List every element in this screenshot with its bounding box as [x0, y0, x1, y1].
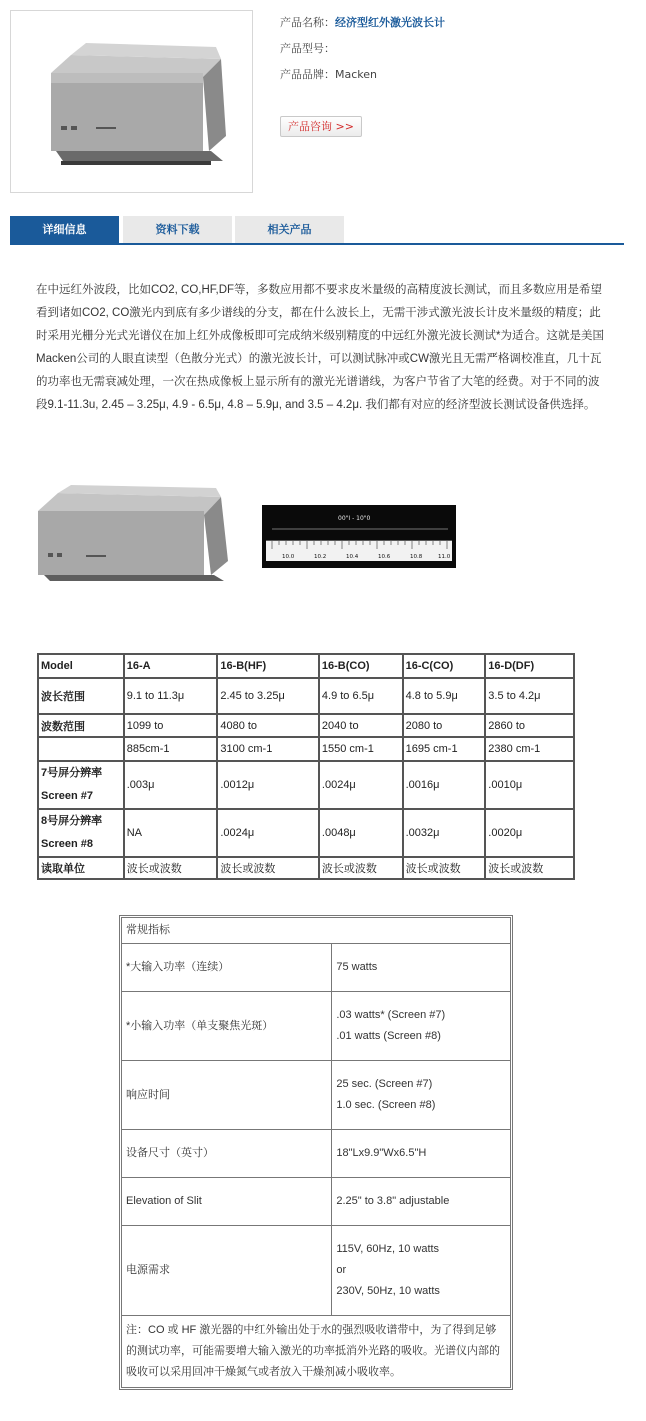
readout-scale-image: [262, 505, 456, 568]
table-cell: 2040 to: [319, 714, 403, 737]
table-row: [122, 992, 511, 1061]
spec-label: 电源需求: [122, 1226, 332, 1316]
product-brand-label: 产品品牌：: [280, 68, 335, 81]
table-cell: .0012μ: [217, 761, 319, 809]
table-header-row: [38, 654, 574, 678]
table-cell: 2.45 to 3.25μ: [217, 678, 319, 714]
table-cell: 3.5 to 4.2μ: [485, 678, 574, 714]
table-cell: .003μ: [124, 761, 218, 809]
table-row: [122, 1130, 511, 1178]
table-row: [122, 1316, 511, 1388]
spec-label: *大输入功率（连续）: [122, 944, 332, 992]
general-table-title: 常规指标: [122, 918, 511, 944]
spec-value-line: 2.25" to 3.8" adjustable: [336, 1195, 450, 1207]
scale-formula-text: 00"I - 10"0: [338, 515, 371, 522]
table-cell: 波长或波数: [403, 857, 486, 879]
tab-related-products[interactable]: 相关产品: [235, 216, 344, 243]
spec-value-line: 1.0 sec. (Screen #8): [336, 1099, 436, 1111]
table-row: [122, 1226, 511, 1316]
scale-tick-label: 10.4: [346, 554, 359, 560]
table-cell: NA: [124, 809, 218, 857]
table-cell: 波长或波数: [124, 857, 218, 879]
product-name-label: 产品名称：: [280, 16, 335, 29]
table-header-row: [122, 918, 511, 944]
spec-label: 设备尺寸（英寸）: [122, 1130, 332, 1178]
scale-tick-label: 11.0: [438, 554, 451, 560]
spec-label: 响应时间: [122, 1061, 332, 1130]
table-cell: .0016μ: [403, 761, 486, 809]
screen7-label-en: Screen #7: [41, 790, 93, 802]
table-row: [122, 944, 511, 992]
spec-label: Elevation of Slit: [122, 1178, 332, 1226]
spec-value-line: 18"Lx9.9"Wx6.5"H: [336, 1147, 427, 1159]
product-model-label: 产品型号：: [280, 42, 335, 55]
table-header-cell: 16-B(CO): [319, 654, 403, 678]
spec-value-line: 115V, 60Hz, 10 watts: [336, 1243, 440, 1255]
table-cell: [38, 809, 124, 857]
table-row: [38, 857, 574, 879]
table-cell: 波长或波数: [217, 857, 319, 879]
table-header-cell: 16-C(CO): [403, 654, 486, 678]
scale-tick-label: 10.0: [282, 554, 295, 560]
table-cell: 9.1 to 11.3μ: [124, 678, 218, 714]
table-row: [38, 678, 574, 714]
table-cell: 1550 cm-1: [319, 737, 403, 761]
spec-value-line: 75 watts: [336, 961, 378, 973]
table-cell: 波长范围: [38, 678, 124, 714]
tab-details[interactable]: 详细信息: [10, 216, 119, 243]
spec-value: [332, 992, 511, 1061]
scale-tick-label: 10.6: [378, 554, 391, 560]
table-cell: 4.9 to 6.5μ: [319, 678, 403, 714]
table-row: [38, 809, 574, 857]
spec-value: [332, 1130, 511, 1178]
table-cell: 1695 cm-1: [403, 737, 486, 761]
spec-value-line: or: [336, 1264, 347, 1276]
screen8-label-en: Screen #8: [41, 838, 93, 850]
table-cell: 2380 cm-1: [485, 737, 574, 761]
screen7-label-cn: 7号屏分辨率: [41, 767, 103, 779]
spec-value-line: 25 sec. (Screen #7): [336, 1078, 433, 1090]
table-header-cell: 16-B(HF): [217, 654, 319, 678]
tab-bar: [10, 216, 624, 245]
general-spec-table: [121, 917, 511, 1388]
table-header-cell: Model: [38, 654, 124, 678]
table-cell: 2860 to: [485, 714, 574, 737]
product-brand: Macken: [335, 68, 377, 81]
table-row: [122, 1061, 511, 1130]
table-cell: .0024μ: [217, 809, 319, 857]
wavemeter-image: [36, 483, 232, 583]
model-spec-table: [37, 653, 575, 880]
table-cell: 波数范围: [38, 714, 124, 737]
table-cell: 读取单位: [38, 857, 124, 879]
scale-tick-label: 10.2: [314, 554, 327, 560]
spec-value: [332, 1178, 511, 1226]
table-cell: 885cm-1: [124, 737, 218, 761]
table-cell: .0024μ: [319, 761, 403, 809]
product-image: [10, 10, 253, 193]
spec-value-line: 230V, 50Hz, 10 watts: [336, 1285, 440, 1297]
table-cell: .0020μ: [485, 809, 574, 857]
table-row: [122, 1178, 511, 1226]
spec-value: [332, 1061, 511, 1130]
consult-button[interactable]: 产品咨询 >>: [280, 116, 362, 137]
table-cell: 波长或波数: [319, 857, 403, 879]
spec-value: [332, 1226, 511, 1316]
table-cell: 4.8 to 5.9μ: [403, 678, 486, 714]
spec-label: *小输入功率（单支聚焦光斑）: [122, 992, 332, 1061]
table-header-cell: 16-D(DF): [485, 654, 574, 678]
table-cell: .0048μ: [319, 809, 403, 857]
general-table-note: 注：CO 或 HF 激光器的中红外输出处于水的强烈吸收谱带中，为了得到足够的测试功率，可能需要增大输入激光的功率抵消外光路的吸收。光谱仪内部的吸收可以采用回冲干燥氮气或者放入干燥剂减小吸收率。: [122, 1316, 511, 1388]
tab-downloads[interactable]: 资料下载: [123, 216, 232, 243]
table-row: [38, 761, 574, 809]
screen8-label-cn: 8号屏分辨率: [41, 815, 103, 827]
scale-tick-label: 10.8: [410, 554, 423, 560]
table-cell: 4080 to: [217, 714, 319, 737]
product-name: 经济型红外激光波长计: [335, 16, 445, 29]
table-cell: 1099 to: [124, 714, 218, 737]
table-cell: 2080 to: [403, 714, 486, 737]
product-description: 在中远红外波段，比如CO2, CO,HF,DF等，多数应用都不要求皮米量级的高精度波长测试，而且多数应用是希望看到诸如CO2, CO激光内到底有多少谱线的分支，都在什么波长上，无需干涉式激光波长计皮米量级的精度；此时采用光栅分光式光谱仪在加上红外成像板即可完成纳米级别精度的中远红外激光波长测试*为适合。这就是美国Macken公司的人眼直读型（色散分光式）的激光波长计，可以测试脉冲或CW激光且无需严格调校准直，几十瓦的功率也无需衰减处理，一次在热成像板上显示所有的激光光谱谱线，为客户节省了大笔的经费。对于不同的波段9.1-11.3u, 2.45 – 3.25μ, 4.9 - 6.5μ, 4.8 – 5.9μ, and 3.5 – 4.2μ. 我们都有对应的经济型波长测试设备供选择。: [36, 284, 604, 411]
spec-value-line: .01 watts (Screen #8): [336, 1030, 441, 1042]
table-cell: 3100 cm-1: [217, 737, 319, 761]
table-row: [38, 714, 574, 737]
spec-value: [332, 944, 511, 992]
table-header-cell: 16-A: [124, 654, 218, 678]
table-cell: .0010μ: [485, 761, 574, 809]
table-cell: .0032μ: [403, 809, 486, 857]
table-cell: [38, 737, 124, 761]
table-cell: 波长或波数: [485, 857, 574, 879]
spec-value-line: .03 watts* (Screen #7): [336, 1009, 446, 1021]
table-cell: [38, 761, 124, 809]
table-row: [38, 737, 574, 761]
